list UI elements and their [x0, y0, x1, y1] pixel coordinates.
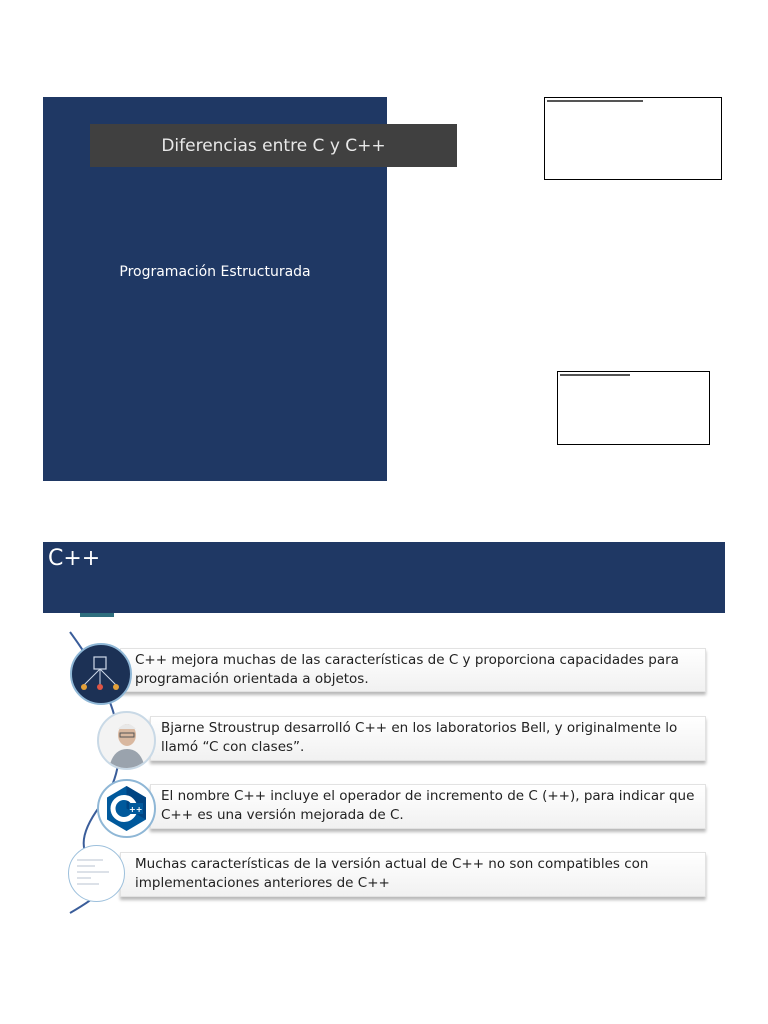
network-icon [70, 643, 132, 705]
list-item [120, 648, 706, 692]
list-item-text: El nombre C++ incluye el operador de incremento de C (++), para indicar que [161, 788, 695, 804]
list-item [150, 716, 706, 761]
list-item-text: llamó “C con clases”. [161, 739, 305, 755]
slide-1-subtitle: Programación Estructurada [119, 264, 311, 280]
list-item-text: implementaciones anteriores de C++ [135, 875, 390, 891]
code-snippet-icon [68, 845, 125, 902]
person-portrait-icon [97, 711, 156, 770]
slide-2-title: C++ [48, 546, 101, 571]
list-item-text: C++ es una versión mejorada de C. [161, 807, 404, 823]
svg-text:++: ++ [129, 805, 143, 814]
list-item [150, 784, 706, 829]
list-item [120, 852, 706, 897]
list-item-text: C++ mejora muchas de las características de C y proporciona capacidades para [135, 652, 679, 668]
list-item-text: Muchas características de la versión actual de C++ no son compatibles con [135, 856, 649, 872]
list-item-text: Bjarne Stroustrup desarrolló C++ en los laboratorios Bell, y originalmente lo [161, 720, 678, 736]
slide-1-title-text: Diferencias entre C y C++ [161, 135, 386, 156]
cpp-logo-icon [97, 779, 156, 838]
list-item-text: programación orientada a objetos. [135, 671, 369, 687]
